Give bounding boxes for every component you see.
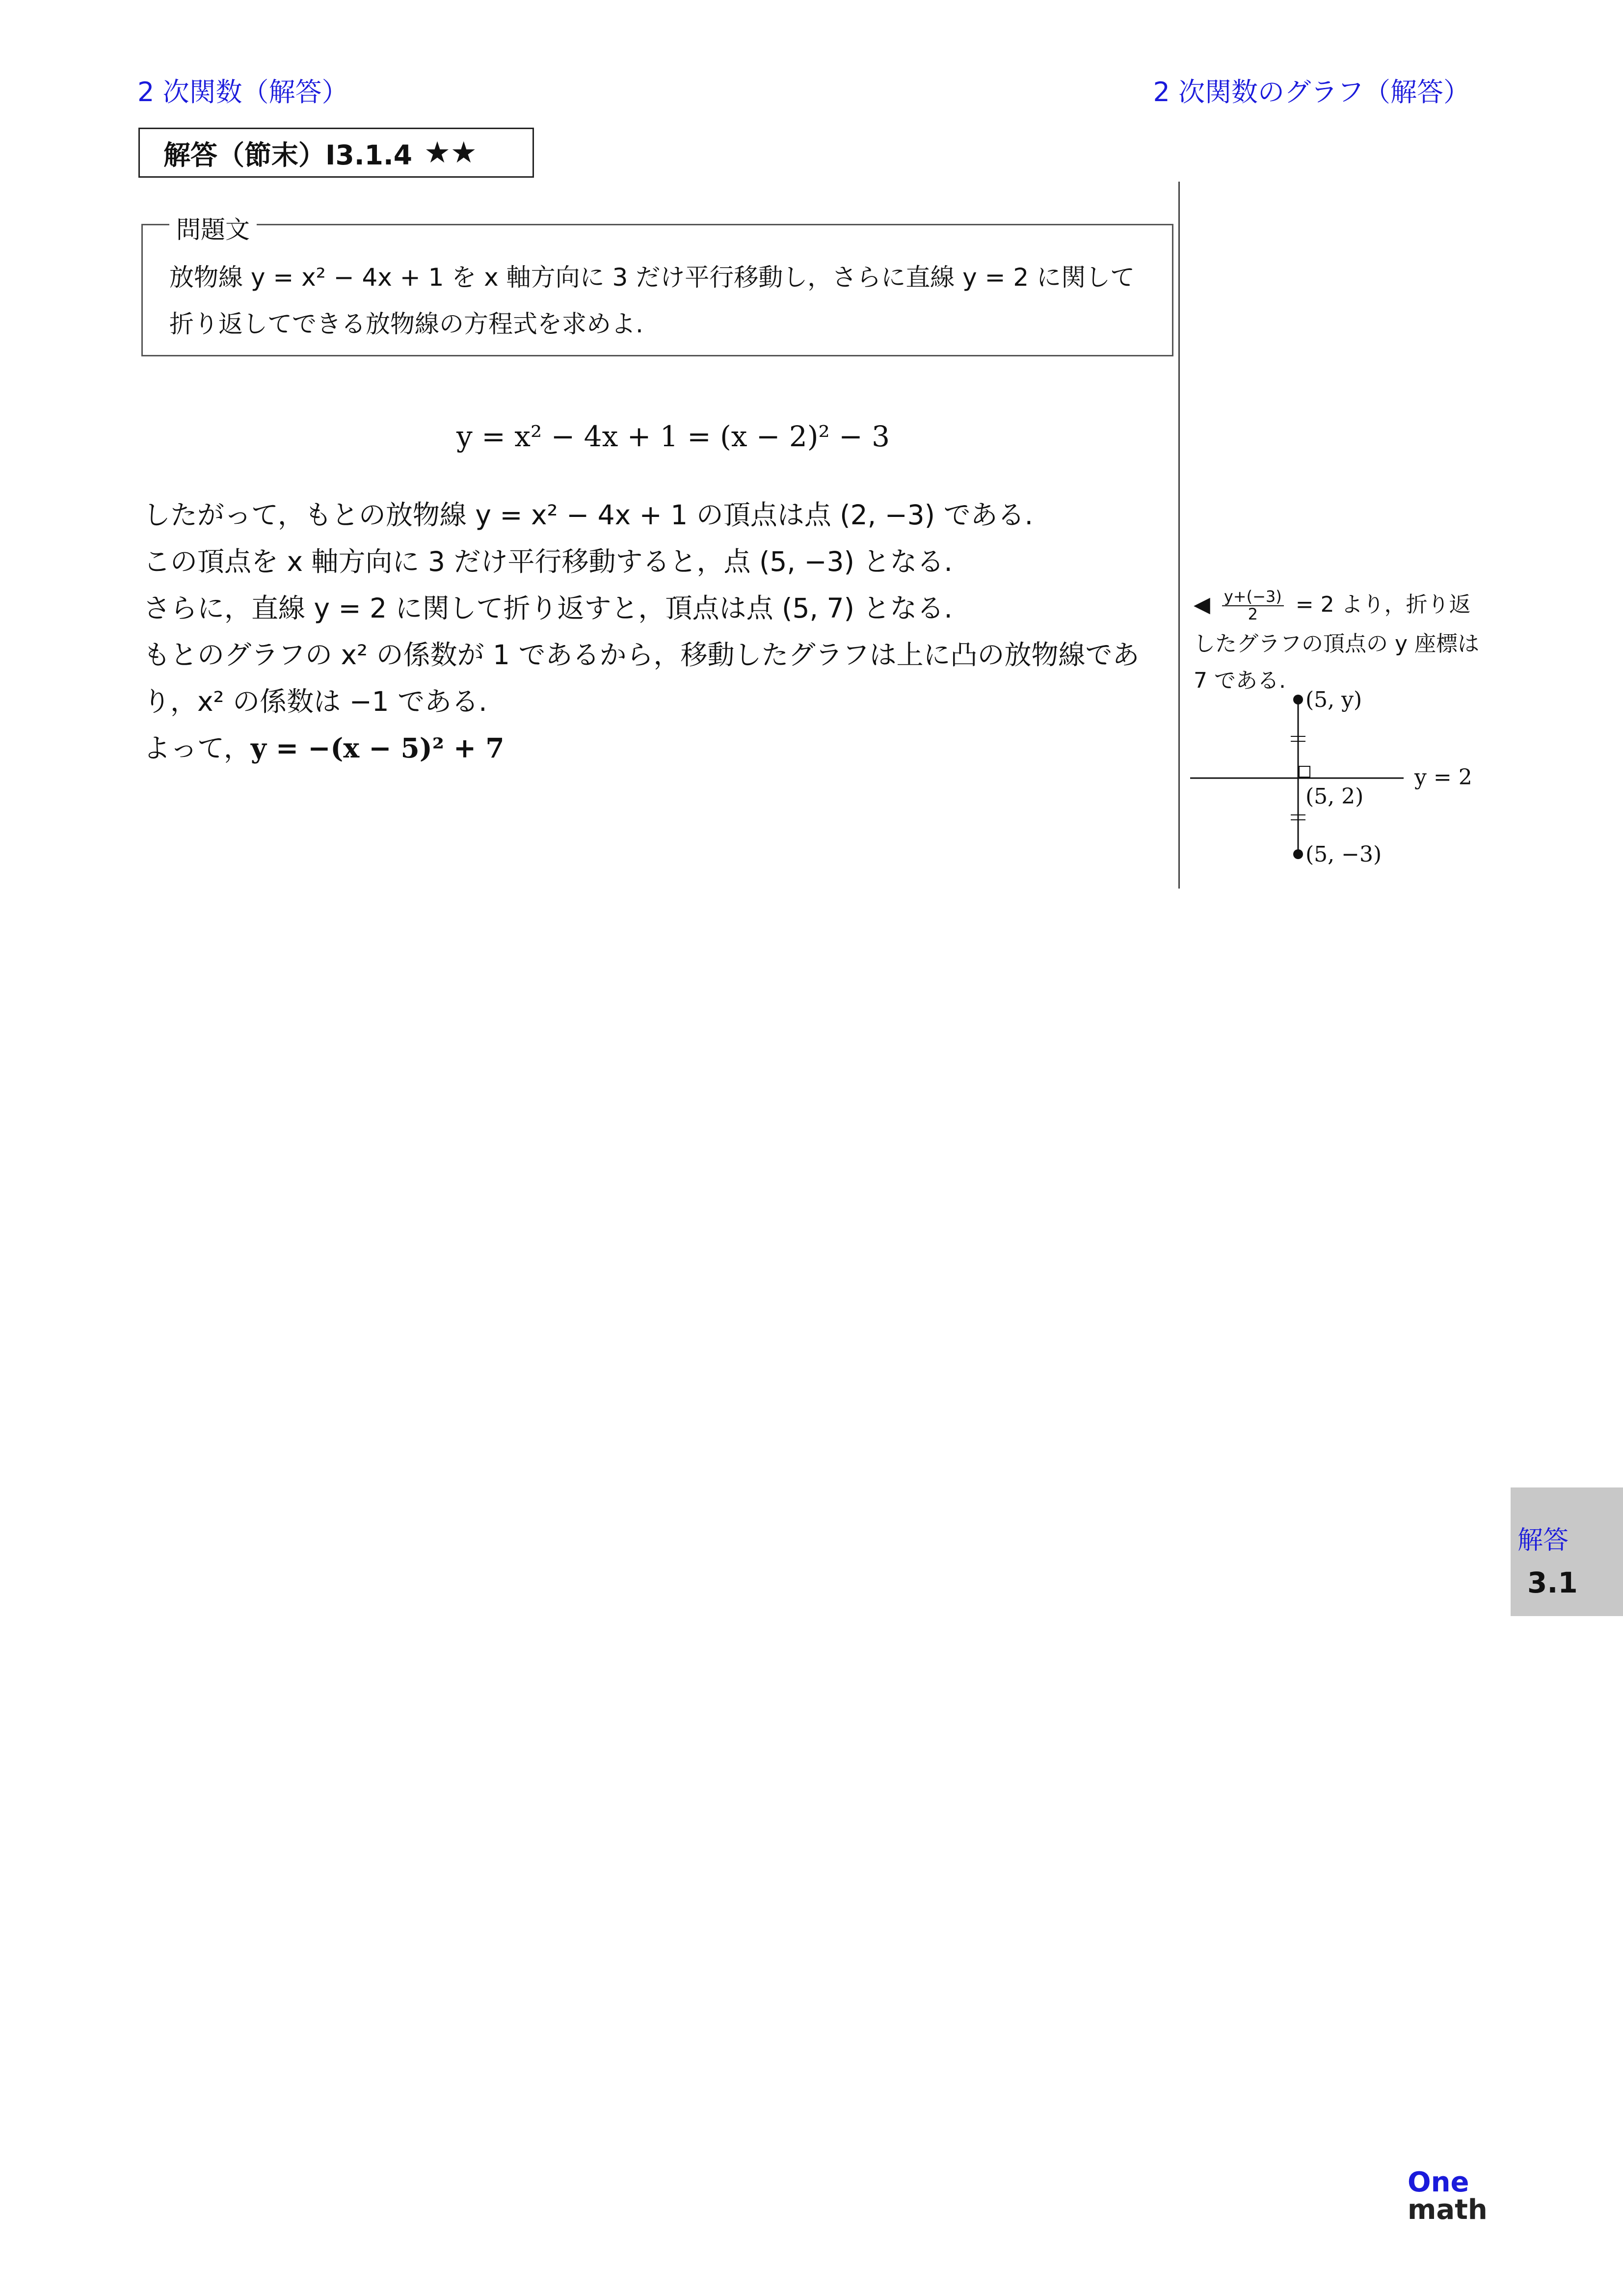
answer-prefix: よって， bbox=[143, 732, 251, 764]
top-point-marker bbox=[1293, 695, 1303, 704]
final-answer: y = −(x − 5)² + 7 bbox=[250, 732, 505, 764]
solution-line-3: さらに，直線 y = 2 に関して折り返すと，頂点は点 (5, 7) となる. bbox=[143, 593, 953, 624]
solution-line-6 bbox=[143, 727, 505, 765]
margin-note-line-3: 7 である. bbox=[1194, 668, 1286, 693]
reflection-diagram bbox=[1188, 682, 1492, 879]
solution-title-box bbox=[138, 128, 534, 178]
note-line-1-text: = 2 より，折り返 bbox=[1295, 592, 1471, 617]
solution-line-5: り，x² の係数は −1 である. bbox=[143, 686, 487, 717]
problem-label: 問題文 bbox=[169, 210, 257, 245]
header-chapter: 2 次関数（解答） bbox=[137, 77, 348, 108]
solution-title: 解答（節末）I3.1.4 bbox=[163, 139, 413, 171]
logo-math: math bbox=[1408, 2194, 1488, 2226]
margin-divider bbox=[1178, 182, 1180, 889]
logo-one: One bbox=[1408, 2166, 1469, 2198]
note-marker-icon: ◀ bbox=[1194, 592, 1210, 617]
margin-note-line-2: したグラフの頂点の y 座標は bbox=[1194, 631, 1480, 656]
label-bottom-point: (5, −3) bbox=[1305, 842, 1382, 867]
difficulty-stars: ★★ bbox=[424, 135, 477, 170]
problem-text-line-2: 折り返してできる放物線の方程式を求めよ. bbox=[169, 310, 643, 338]
completed-square-equation: y = x² − 4x + 1 = (x − 2)² − 3 bbox=[456, 420, 890, 453]
side-tab-label: 解答 bbox=[1517, 1526, 1569, 1555]
label-top-point: (5, y) bbox=[1305, 687, 1362, 712]
right-angle-mark bbox=[1299, 766, 1310, 777]
solution-line-2: この頂点を x 軸方向に 3 だけ平行移動すると，点 (5, −3) となる. bbox=[143, 546, 953, 577]
label-mid-point: (5, 2) bbox=[1305, 784, 1364, 809]
margin-note-line-1 bbox=[1194, 587, 1471, 623]
solution-line-1: したがって，もとの放物線 y = x² − 4x + 1 の頂点は点 (2, −3) である. bbox=[143, 499, 1034, 531]
bottom-point-marker bbox=[1293, 849, 1303, 859]
header-section: 2 次関数のグラフ（解答） bbox=[1153, 77, 1470, 108]
problem-text-line-1: 放物線 y = x² − 4x + 1 を x 軸方向に 3 だけ平行移動し，さらに直線 y = 2 に関して bbox=[169, 263, 1135, 292]
side-tab-number: 3.1 bbox=[1527, 1566, 1578, 1599]
note-fraction-numerator: y+(−3) bbox=[1222, 589, 1284, 606]
onemath-logo bbox=[1408, 2166, 1488, 2226]
label-line-y2: y = 2 bbox=[1414, 765, 1472, 790]
note-fraction bbox=[1222, 589, 1284, 622]
note-fraction-denominator: 2 bbox=[1248, 605, 1258, 623]
solution-line-4: もとのグラフの x² の係数が 1 であるから，移動したグラフは上に凸の放物線であ bbox=[143, 639, 1140, 671]
